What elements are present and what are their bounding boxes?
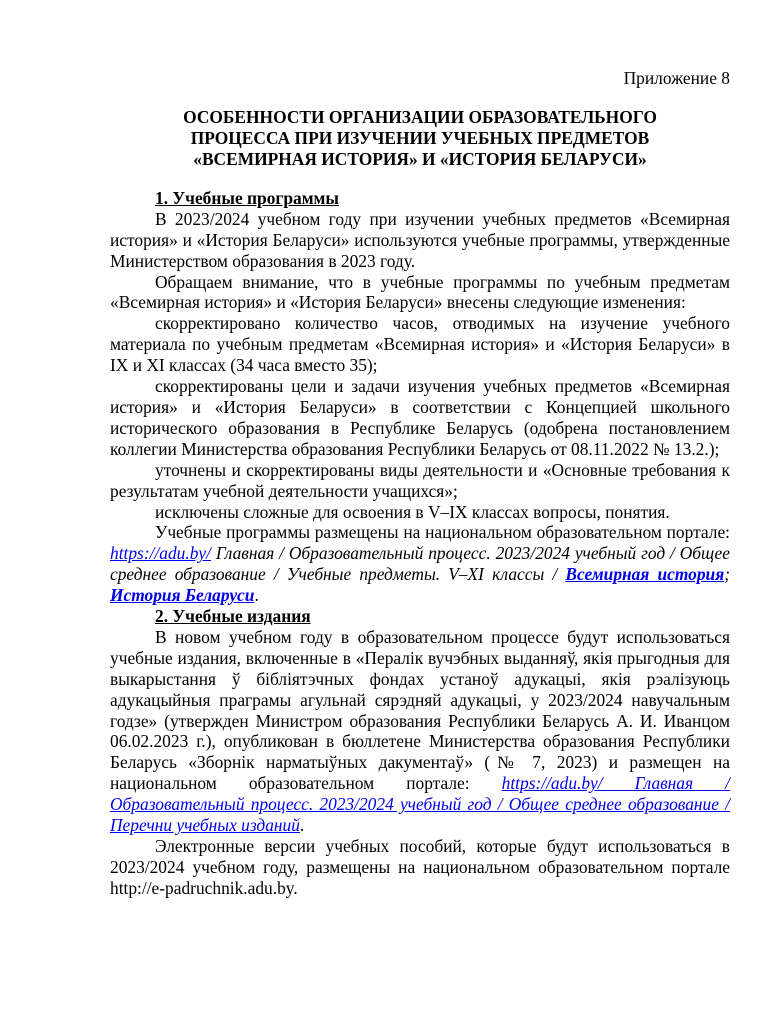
document-page <box>110 68 730 899</box>
appendix-label: Приложение 8 <box>623 68 730 88</box>
section-2-heading: 2. Учебные издания <box>155 606 311 627</box>
title-line-3: «ВСЕМИРНАЯ ИСТОРИЯ» И «ИСТОРИЯ БЕЛАРУСИ» <box>193 148 647 169</box>
section-1-paragraph-3: скорректировано количество часов, отводимых на изучение учебного материала по учебным предметам «Всемирная история» и «История Беларуси» в IX и XI классах (34 часа вместо 35); <box>110 313 730 376</box>
section-1-paragraph-4: скорректированы цели и задачи изучения учебных предметов «Всемирная история» и «История Беларуси» в соответствии с Концепцией школьного исторического образования в Республике Беларусь (одобрена постановлением коллегии Министерства образования Республики Беларусь от 08.11.2022 № 13.2.); <box>110 376 730 459</box>
portal-intro-text: Учебные программы размещены на национальном образовательном портале: <box>155 522 730 543</box>
title-line-1: ОСОБЕННОСТИ ОРГАНИЗАЦИИ ОБРАЗОВАТЕЛЬНОГО <box>183 106 657 127</box>
document-title <box>110 107 730 170</box>
section-2-paragraph-2: Электронные версии учебных пособий, которые будут использоваться в 2023/2024 учебном году, размещены на национальном образовательном портале http://e-padruchnik.adu.by. <box>110 836 730 898</box>
section-1-heading: 1. Учебные программы <box>155 187 339 208</box>
section-1-paragraph-1: В 2023/2024 учебном году при изучении учебных предметов «Всемирная история» и «История Беларуси» используются учебные программы, утвержденные Министерством образования в 2023 году. <box>110 208 730 271</box>
paragraph-end: . <box>254 585 259 606</box>
belarus-history-link[interactable]: История Беларуси <box>110 585 255 606</box>
section-1-paragraph-7 <box>110 522 730 606</box>
paragraph-end: . <box>299 815 305 836</box>
section-1-paragraph-2: Обращаем внимание, что в учебные программы по учебным предметам «Всемирная история» и «История Беларуси» внесены следующие изменения: <box>110 271 730 313</box>
textbooks-text: В новом учебном году в образовательном процессе будут использоваться учебные издания, включенные в «Пералік вучэбных выданняў, якія прыгодныя для выкарыстання ў бібліятэчных фондах устаноў адукацыі, якія рэалізуюць адукацыйныя праграмы агульнай сярэдняй адукацыі, у 2023/2024 навучальным годзе» (утвержден Министром образования Республики Беларусь А. И. Иванцом 06.02.2023 г.), опубликован в бюллетене Министерства образования Республики Беларусь «Зборнік нарматыўных дакументаў» (№ 7, 2023) и размещен на национальном образовательном портале: <box>110 626 730 794</box>
link-separator: ; <box>724 564 730 585</box>
section-1-paragraph-6: исключены сложные для освоения в V–IX классах вопросы, понятия. <box>155 501 670 522</box>
portal-path-text: Главная / Образовательный процесс. 2023/2024 учебный год / Общее среднее образование / Учебные предметы. V–XI классы / <box>110 543 730 585</box>
section-2-paragraph-1 <box>110 627 730 836</box>
title-line-2: ПРОЦЕССА ПРИ ИЗУЧЕНИИ УЧЕБНЫХ ПРЕДМЕТОВ <box>190 127 650 148</box>
world-history-link[interactable]: Всемирная история <box>565 564 725 585</box>
section-1-paragraph-5: уточнены и скорректированы виды деятельности и «Основные требования к результатам учебной деятельности учащихся»; <box>110 459 730 501</box>
textbooks-list-link[interactable]: https://adu.by/ Главная / Образовательный процесс. 2023/2024 учебный год / Общее среднее образование / Перечни учебных изданий <box>110 773 730 836</box>
adu-portal-link[interactable]: https://adu.by/ <box>110 543 211 564</box>
